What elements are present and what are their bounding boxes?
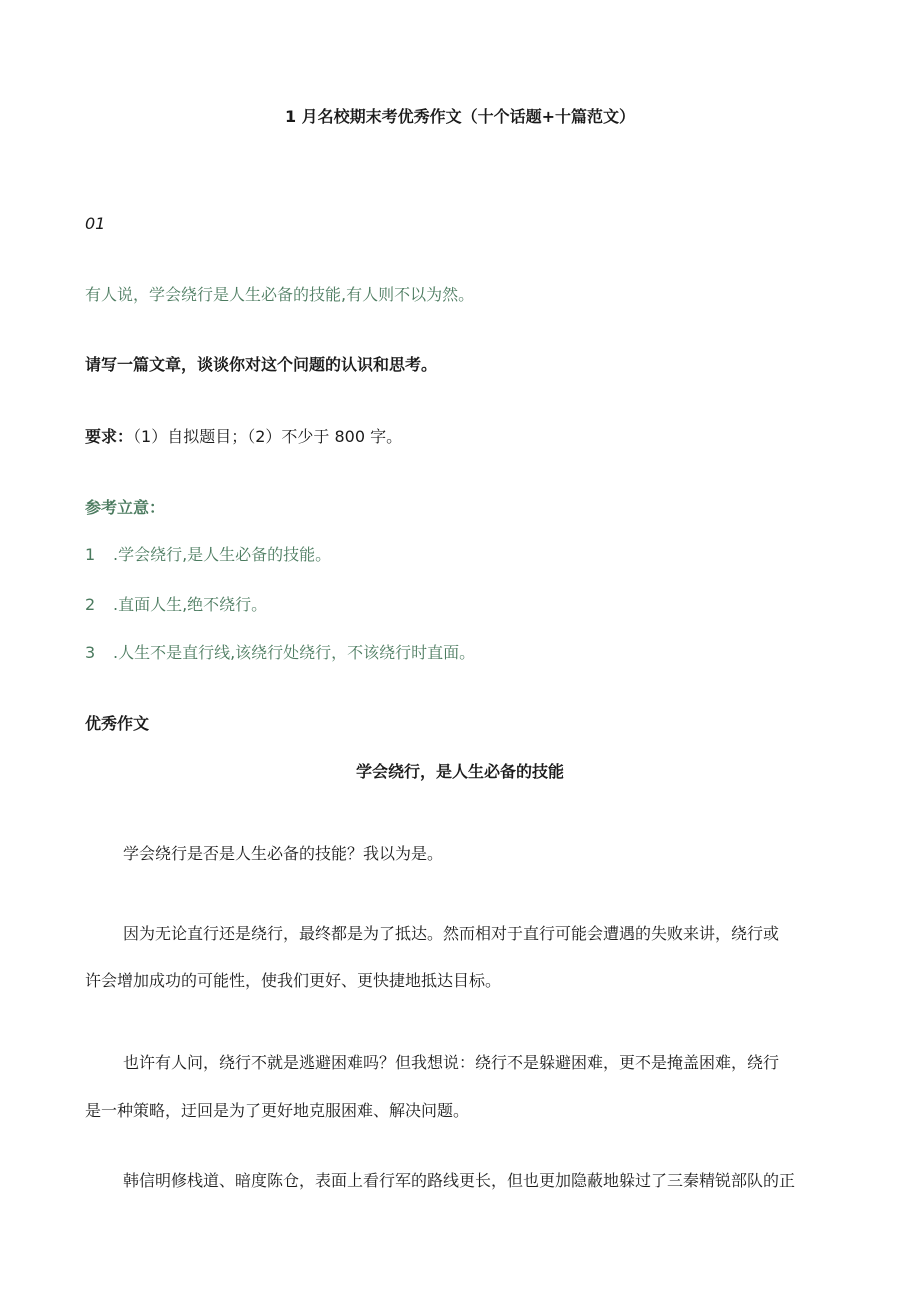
reference-item-2 [85,594,267,616]
essay-title: 学会绕行，是人生必备的技能 [355,762,564,781]
reference-item-text: .学会绕行,是人生必备的技能。 [113,545,332,564]
reference-item-number: 2 [85,595,96,614]
requirements-label: 要求： [85,427,134,446]
requirements [85,426,402,448]
prompt-task: 请写一篇文章，谈谈你对这个问题的认识和思考。 [85,355,438,374]
requirements-text: （1）自拟题目；（2）不少于 800 字。 [133,427,403,446]
paragraph-3-line-2: 是一种策略，迂回是为了更好地克服困难、解决问题。 [85,1101,470,1120]
reference-item-1 [85,544,331,566]
reference-item-text: .直面人生,绝不绕行。 [113,595,268,614]
reference-item-number: 3 [85,643,96,662]
paragraph-4-line-1: 韩信明修栈道、暗度陈仓，表面上看行军的路线更长，但也更加隐蔽地躲过了三秦精锐部队的正 [123,1171,796,1190]
paragraph-2-line-2: 许会增加成功的可能性，使我们更好、更快捷地抵达目标。 [85,971,502,990]
prompt-material: 有人说，学会绕行是人生必备的技能,有人则不以为然。 [85,285,475,304]
paragraph-3-line-1: 也许有人问，绕行不就是逃避困难吗？但我想说：绕行不是躲避困难，更不是掩盖困难，绕行 [123,1053,780,1072]
section-number: 01 [85,214,106,233]
reference-item-number: 1 [85,545,96,564]
reference-item-3 [85,642,475,664]
document-title: 1 月名校期末考优秀作文（十个话题+十篇范文） [284,107,636,126]
reference-heading: 参考立意： [85,498,166,517]
reference-item-text: .人生不是直行线,该绕行处绕行，不该绕行时直面。 [113,643,476,662]
excellent-essay-label: 优秀作文 [85,714,150,733]
paragraph-1: 学会绕行是否是人生必备的技能？我以为是。 [123,844,444,863]
paragraph-2-line-1: 因为无论直行还是绕行，最终都是为了抵达。然而相对于直行可能会遭遇的失败来讲，绕行或 [123,924,780,943]
